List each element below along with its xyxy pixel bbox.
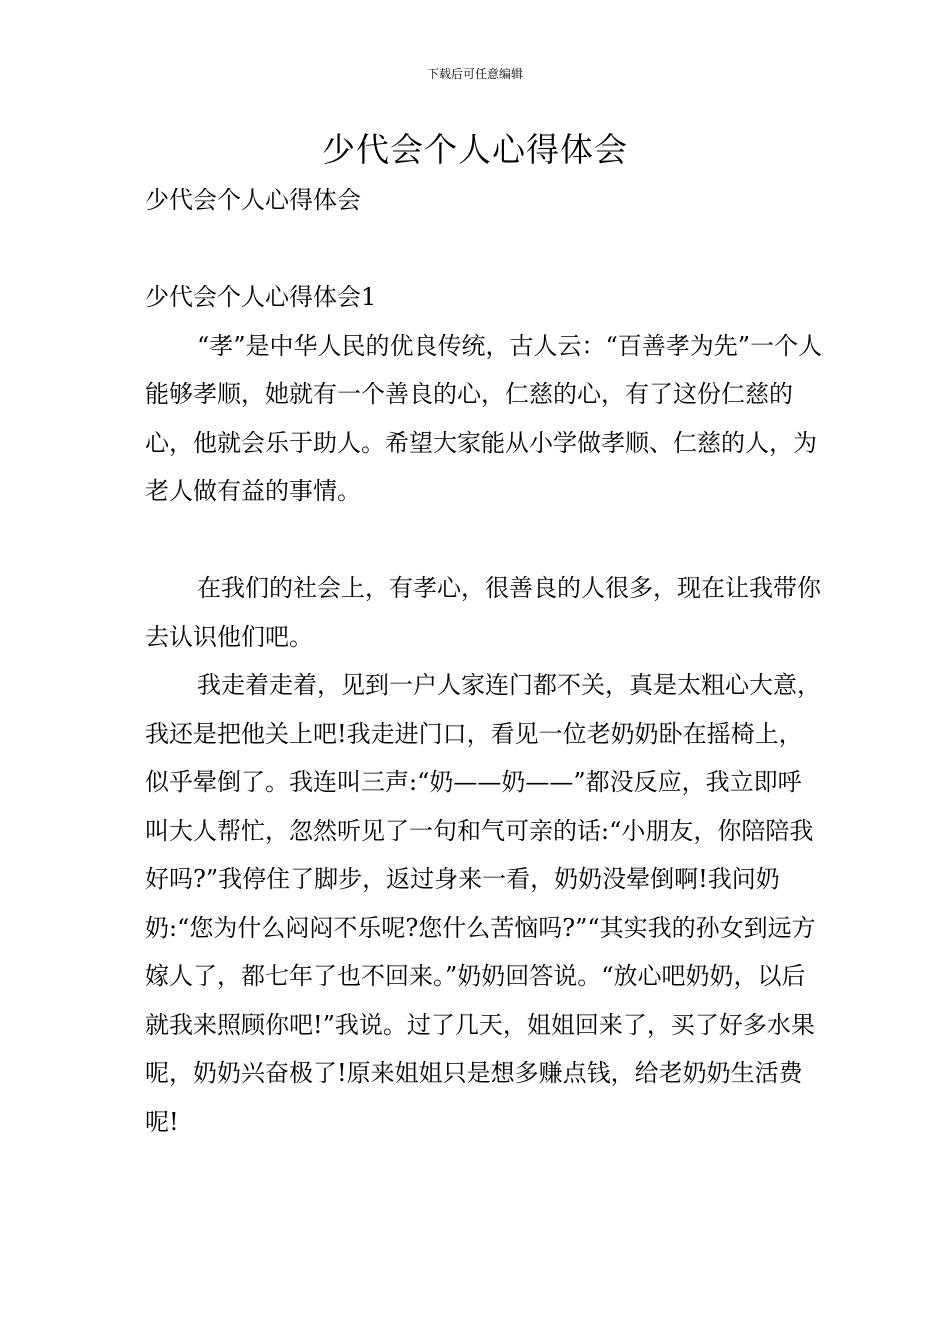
document-body — [145, 176, 825, 1146]
paragraph-2: 在我们的社会上，有孝心，很善良的人很多，现在让我带你去认识他们吧。 — [145, 574, 821, 651]
document-subtitle: 少代会个人心得体会 — [145, 186, 361, 214]
document-title: 少代会个人心得体会 — [322, 130, 628, 169]
header-note: 下载后可任意编辑 — [426, 67, 523, 81]
spacer — [145, 225, 825, 274]
section-heading: 少代会个人心得体会1 — [145, 283, 377, 311]
paragraph-1: “孝”是中华人民的优良传统，古人云：“百善孝为先”一个人能够孝顺，她就有一个善良的心，仁慈的心，有了这份仁慈的心，他就会乐于助人。希望大家能从小学做孝顺、仁慈的人，为老人做有益的事情。 — [145, 331, 823, 505]
paragraph-3: 我走着走着，见到一户人家连门都不关，真是太粗心大意，我还是把他关上吧!我走进门口，看见一位老奶奶卧在摇椅上，似乎晕倒了。我连叫三声:“奶——奶——”都没反应，我立即呼叫大人帮忙，忽然听见了一句和气可亲的话:“小朋友，你陪陪我好吗?”我停住了脚步，返过身来一看，奶奶没晕倒啊!我问奶奶:“您为什么闷闷不乐呢?您什么苦恼吗?”“其实我的孙女到远方嫁人了，都七年了也不回来。”奶奶回答说。“放心吧奶奶，以后就我来照顾你吧!”我说。过了几天，姐姐回来了，买了好多水果呢，奶奶兴奋极了!原来姐姐只是想多赚点钱，给老奶奶生活费呢! — [145, 671, 821, 1136]
spacer — [145, 516, 825, 565]
